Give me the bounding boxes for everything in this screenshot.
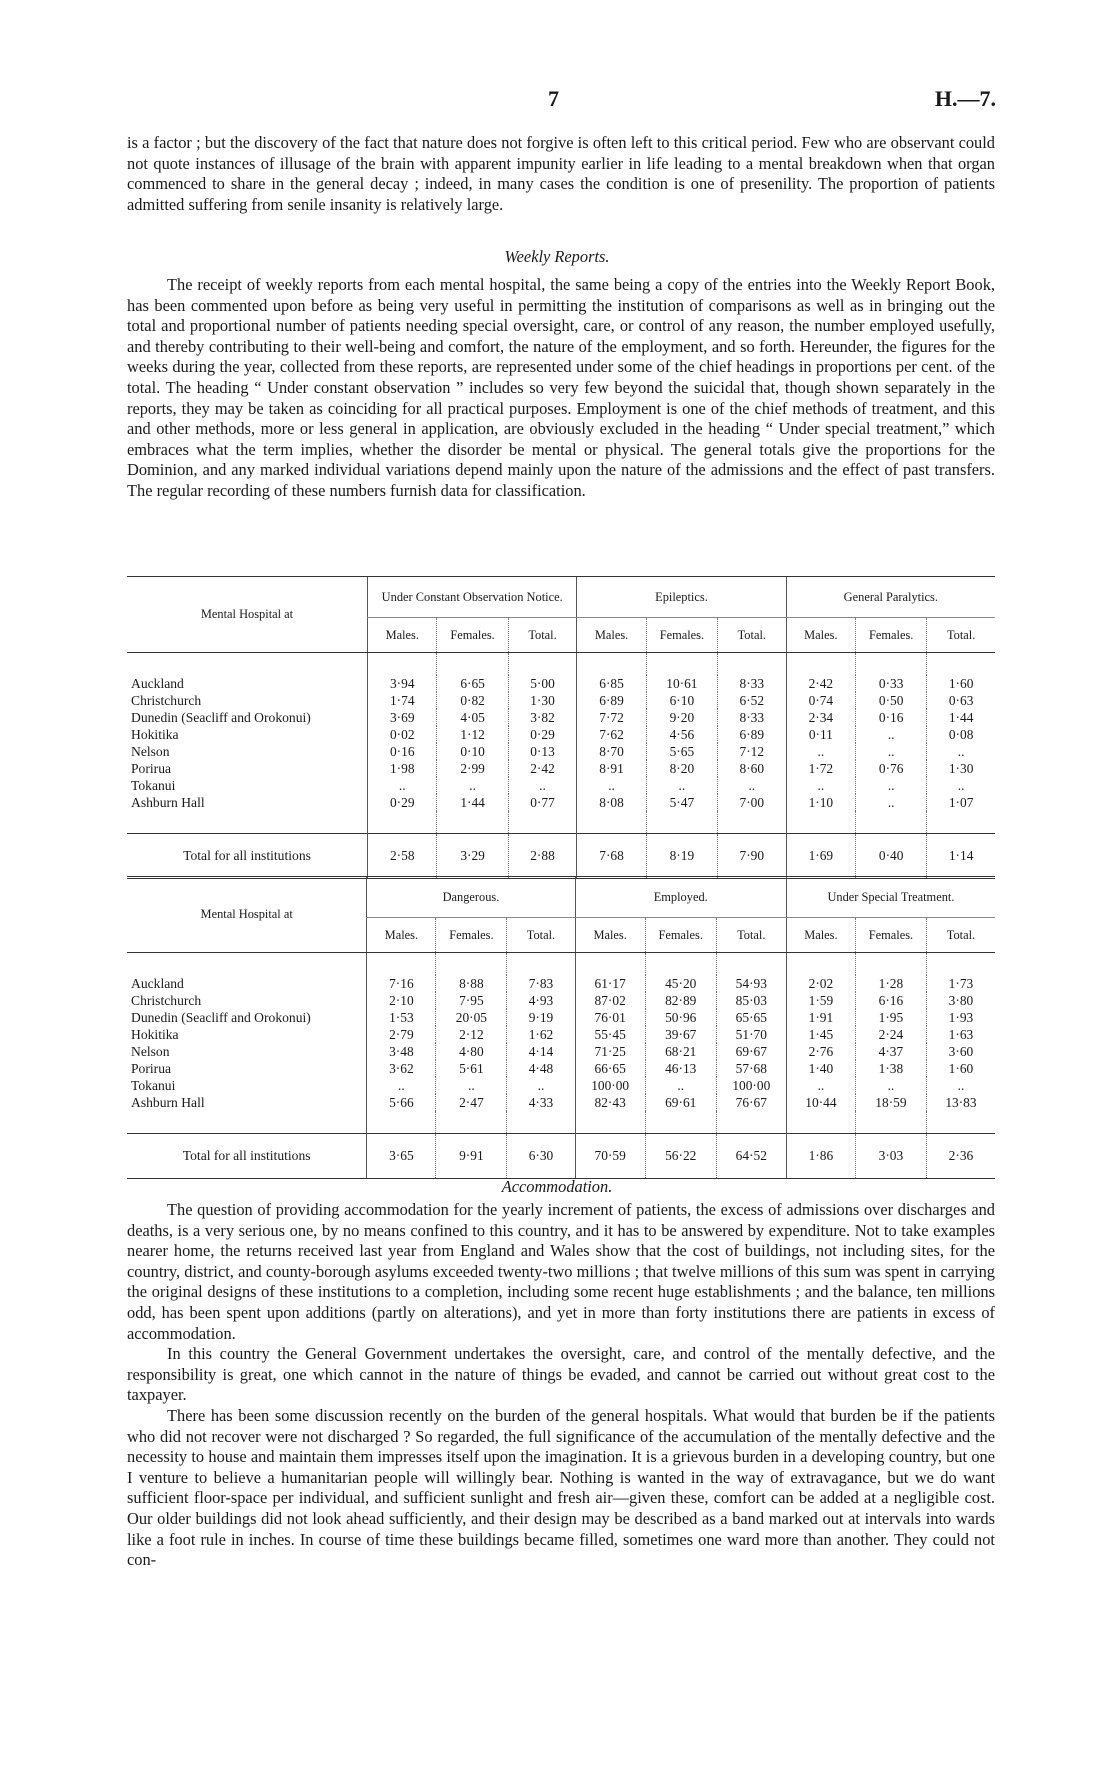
- column-header: Total.: [717, 618, 786, 653]
- total-label: [127, 1134, 367, 1179]
- table-observation-epileptics-paralytics: [127, 576, 995, 879]
- table-cell: 3·03: [855, 1134, 926, 1179]
- table-cell: 85·03: [716, 992, 786, 1009]
- table-cell: 82·43: [575, 1094, 645, 1111]
- row-label: Total for all institutions: [182, 1148, 311, 1163]
- table-cell: 76·01: [575, 1009, 645, 1026]
- table-cell: 1·28: [855, 975, 926, 992]
- table-cell: 4·37: [855, 1043, 926, 1060]
- table-cell: 1·38: [855, 1060, 926, 1077]
- table-cell: 0·76: [856, 760, 927, 777]
- table-row: [127, 726, 995, 743]
- table-cell: 13·83: [926, 1094, 995, 1111]
- column-header: Total.: [508, 618, 577, 653]
- table2-group-header: Employed.: [575, 877, 786, 918]
- table-cell: 10·61: [646, 675, 717, 692]
- table-row: [127, 743, 995, 760]
- hospital-name: [127, 675, 368, 692]
- table-cell: 3·65: [367, 1134, 436, 1179]
- table-cell: 65·65: [716, 1009, 786, 1026]
- table-cell: 8·91: [577, 760, 646, 777]
- table-cell: 7·83: [507, 975, 575, 992]
- table-cell: ..: [507, 1077, 575, 1094]
- table-cell: 1·86: [786, 1134, 855, 1179]
- hospital-name: [127, 743, 368, 760]
- table-cell: 2·79: [367, 1026, 436, 1043]
- table-cell: 8·60: [717, 760, 786, 777]
- table-cell: 3·60: [926, 1043, 995, 1060]
- table-cell: 8·20: [646, 760, 717, 777]
- table-cell: 82·89: [645, 992, 716, 1009]
- table-cell: 1·30: [508, 692, 577, 709]
- table-cell: 7·00: [717, 794, 786, 811]
- row-label: Total for all institutions: [183, 848, 311, 863]
- table-cell: 8·33: [717, 675, 786, 692]
- table-cell: 0·16: [856, 709, 927, 726]
- table-cell: 100·00: [716, 1077, 786, 1094]
- table-cell: 71·25: [575, 1043, 645, 1060]
- table-cell: 3·82: [508, 709, 577, 726]
- column-header: Total.: [507, 918, 575, 953]
- row-label: Dunedin (Seacliff and Orokonui): [131, 709, 311, 725]
- table-cell: 6·16: [855, 992, 926, 1009]
- hospital-name: [127, 1060, 367, 1077]
- table-cell: 2·76: [786, 1043, 855, 1060]
- row-label: Auckland: [131, 975, 184, 991]
- table-cell: 2·02: [786, 975, 855, 992]
- table-cell: 1·59: [786, 992, 855, 1009]
- table-cell: 4·33: [507, 1094, 575, 1111]
- table-cell: 2·47: [436, 1094, 507, 1111]
- column-header: Females.: [436, 918, 507, 953]
- table-cell: 1·44: [437, 794, 508, 811]
- table-row: [127, 794, 995, 811]
- table-cell: 8·88: [436, 975, 507, 992]
- table-cell: 76·67: [716, 1094, 786, 1111]
- row-label: Porirua: [131, 760, 172, 776]
- accommodation-paragraph: In this country the General Government undertakes the oversight, care, and control of the mentally defective, and the responsibility is great, one which cannot in the nature of things be evaded, and cannot be carried out without great cost to the taxpayer.: [127, 1344, 995, 1405]
- row-label: Christchurch: [131, 992, 202, 1008]
- table-cell: 6·85: [577, 675, 646, 692]
- table-cell: 69·67: [716, 1043, 786, 1060]
- table-cell: 2·36: [926, 1134, 995, 1179]
- table-cell: 6·52: [717, 692, 786, 709]
- table-cell: 18·59: [855, 1094, 926, 1111]
- table-cell: 3·29: [437, 834, 508, 879]
- table-cell: 57·68: [716, 1060, 786, 1077]
- table-cell: 2·42: [786, 675, 855, 692]
- hospital-name: [127, 1077, 367, 1094]
- table-cell: 2·34: [786, 709, 855, 726]
- table-cell: ..: [926, 1077, 995, 1094]
- table-cell: 3·94: [368, 675, 437, 692]
- accommodation-heading: Accommodation.: [501, 1177, 613, 1196]
- table-cell: 7·95: [436, 992, 507, 1009]
- hospital-name: [127, 777, 368, 794]
- document-reference: H.—7.: [934, 86, 996, 111]
- table-cell: 70·59: [575, 1134, 645, 1179]
- row-label: Hokitika: [131, 1026, 179, 1042]
- column-header: Males.: [786, 918, 855, 953]
- table-row: [127, 992, 995, 1009]
- column-header: Males.: [575, 918, 645, 953]
- table1-group-header: Epileptics.: [577, 577, 786, 618]
- table-cell: ..: [577, 777, 646, 794]
- column-header: Males.: [786, 618, 855, 653]
- table-cell: 4·05: [437, 709, 508, 726]
- table-cell: 1·93: [926, 1009, 995, 1026]
- table-cell: ..: [856, 726, 927, 743]
- table-cell: 9·19: [507, 1009, 575, 1026]
- row-label: Porirua: [131, 1060, 172, 1076]
- table-total-row: [127, 1134, 995, 1179]
- table-cell: ..: [786, 1077, 855, 1094]
- table-cell: 100·00: [575, 1077, 645, 1094]
- row-label: Tokanui: [131, 777, 176, 793]
- hospital-name: [127, 794, 368, 811]
- table-cell: 0·33: [856, 675, 927, 692]
- table-cell: ..: [645, 1077, 716, 1094]
- table-row: [127, 675, 995, 692]
- table-cell: 39·67: [645, 1026, 716, 1043]
- table-cell: 1·40: [786, 1060, 855, 1077]
- row-label: Hokitika: [131, 726, 179, 742]
- table-cell: 8·33: [717, 709, 786, 726]
- weekly-reports-text: [127, 275, 995, 502]
- table-cell: 0·29: [368, 794, 437, 811]
- row-label: Auckland: [131, 675, 184, 691]
- table-row: [127, 975, 995, 992]
- page-number: 7: [548, 86, 559, 111]
- row-label: Ashburn Hall: [131, 794, 205, 810]
- table-cell: 3·80: [926, 992, 995, 1009]
- table-cell: 5·65: [646, 743, 717, 760]
- table-cell: 0·29: [508, 726, 577, 743]
- table-cell: 3·48: [367, 1043, 436, 1060]
- table-cell: 1·30: [927, 760, 995, 777]
- row-label: Nelson: [131, 1043, 170, 1059]
- table-row: [127, 1026, 995, 1043]
- row-label: Dunedin (Seacliff and Orokonui): [131, 1009, 311, 1025]
- table-cell: ..: [436, 1077, 507, 1094]
- table-cell: 1·60: [926, 1060, 995, 1077]
- table-cell: 1·14: [927, 834, 995, 879]
- hospital-name: [127, 992, 367, 1009]
- table-cell: 54·93: [716, 975, 786, 992]
- table-cell: 1·44: [927, 709, 995, 726]
- table-cell: 0·40: [856, 834, 927, 879]
- table-cell: 51·70: [716, 1026, 786, 1043]
- table-cell: 5·00: [508, 675, 577, 692]
- table-cell: ..: [786, 743, 855, 760]
- table-cell: 1·07: [927, 794, 995, 811]
- table-cell: ..: [437, 777, 508, 794]
- table-cell: ..: [856, 777, 927, 794]
- table-cell: 68·21: [645, 1043, 716, 1060]
- table-dangerous-employed-special-treatment: [127, 876, 995, 1179]
- table-row: [127, 692, 995, 709]
- table-cell: 7·62: [577, 726, 646, 743]
- table-cell: 6·10: [646, 692, 717, 709]
- table-cell: 1·91: [786, 1009, 855, 1026]
- column-header: Females.: [646, 618, 717, 653]
- table-cell: 6·65: [437, 675, 508, 692]
- table-cell: 7·16: [367, 975, 436, 992]
- table-cell: ..: [927, 743, 995, 760]
- table-cell: 1·72: [786, 760, 855, 777]
- table-cell: 0·82: [437, 692, 508, 709]
- table-cell: 5·66: [367, 1094, 436, 1111]
- table-cell: 6·89: [577, 692, 646, 709]
- table-cell: 4·14: [507, 1043, 575, 1060]
- intro-paragraph: is a factor ; but the discovery of the fact that nature does not forgive is often left to this critical period. Few who are observant could not quote instances of illusage of the brain with apparent impunity earlier in life leading to a mental breakdown when that organ commenced to share in the general decay ; indeed, in many cases the condition is one of presenility. The proportion of patients admitted suffering from senile insanity is relatively large.: [127, 133, 995, 214]
- table-cell: 5·61: [436, 1060, 507, 1077]
- table-cell: 1·95: [855, 1009, 926, 1026]
- table-cell: ..: [856, 794, 927, 811]
- column-header: Males.: [367, 918, 436, 953]
- table-cell: 56·22: [645, 1134, 716, 1179]
- table-cell: 4·56: [646, 726, 717, 743]
- table-cell: 1·12: [437, 726, 508, 743]
- table-cell: 3·69: [368, 709, 437, 726]
- table-cell: 7·90: [717, 834, 786, 879]
- table-cell: 61·17: [575, 975, 645, 992]
- table-cell: 87·02: [575, 992, 645, 1009]
- row-label: Christchurch: [131, 692, 202, 708]
- table2-group-header: Under Special Treatment.: [786, 877, 995, 918]
- table-cell: 1·45: [786, 1026, 855, 1043]
- total-label: [127, 834, 368, 879]
- weekly-reports-heading: Weekly Reports.: [504, 247, 610, 266]
- table-cell: 2·12: [436, 1026, 507, 1043]
- table-cell: 3·62: [367, 1060, 436, 1077]
- table-cell: 4·48: [507, 1060, 575, 1077]
- column-header: Males.: [368, 618, 437, 653]
- table-cell: 20·05: [436, 1009, 507, 1026]
- table1-group-header: Under Constant Observation Notice.: [368, 577, 577, 618]
- table-cell: 0·08: [927, 726, 995, 743]
- hospital-name: [127, 692, 368, 709]
- hospital-name: [127, 1043, 367, 1060]
- hospital-name: [127, 760, 368, 777]
- accommodation-text: [127, 1200, 995, 1571]
- table-cell: 10·44: [786, 1094, 855, 1111]
- row-label: Tokanui: [131, 1077, 176, 1093]
- column-header: Males.: [577, 618, 646, 653]
- table-cell: 1·63: [926, 1026, 995, 1043]
- accommodation-paragraph: The question of providing accommodation for the yearly increment of patients, the excess of admissions over discharges and deaths, is a very serious one, by no means confined to this country, and it has to be answered by expenditure. Not to take examples nearer home, the returns received last year from England and Wales show that the cost of buildings, not including sites, for the country, district, and county-borough asylums exceeded twenty-two millions ; that twelve millions of this sum was spent in carrying the original designs of these institutions to a completion, including some recent huge establishments ; and the balance, ten millions odd, has been spent upon additions (partly on alterations), and yet in more than forty institutions there are patients in excess of accommodation.: [127, 1200, 995, 1343]
- column-header: Females.: [855, 918, 926, 953]
- table-cell: 6·30: [507, 1134, 575, 1179]
- table-row: [127, 1043, 995, 1060]
- table-cell: 0·13: [508, 743, 577, 760]
- table-cell: 0·63: [927, 692, 995, 709]
- table1-group-header: General Paralytics.: [786, 577, 995, 618]
- table-cell: 46·13: [645, 1060, 716, 1077]
- table-cell: 1·10: [786, 794, 855, 811]
- table-cell: ..: [927, 777, 995, 794]
- table-cell: 45·20: [645, 975, 716, 992]
- table-cell: 64·52: [716, 1134, 786, 1179]
- table-cell: 1·73: [926, 975, 995, 992]
- table-cell: ..: [717, 777, 786, 794]
- table-cell: 2·10: [367, 992, 436, 1009]
- column-header: Females.: [645, 918, 716, 953]
- table2-group-header: Dangerous.: [367, 877, 575, 918]
- table-cell: 9·91: [436, 1134, 507, 1179]
- column-header: Total.: [926, 918, 995, 953]
- table-cell: ..: [856, 743, 927, 760]
- weekly-reports-paragraph: The receipt of weekly reports from each mental hospital, the same being a copy of the entries into the Weekly Report Book, has been commented upon before as being very useful in permitting the institution of comparisons as well as in bringing out the total and proportional number of patients needing special oversight, care, or control of any reason, the number employed usefully, and thereby contributing to their well-being and comfort, the nature of the employment, and so forth. Hereunder, the figures for the weeks during the year, collected from these reports, are represented under some of the chief headings in proportions per cent. of the total. The heading “ Under constant observation ” includes so very few beyond the suicidal that, though shown separately in the reports, they may be taken as coinciding for all practical purposes. Employment is one of the chief methods of treatment, and this and other methods, more or less general in application, are obviously excluded in the heading “ Under special treatment,” which embraces what the term implies, whether the disorder be mental or physical. The general totals give the proportions for the Dominion, and any marked individual variations depend mainly upon the nature of the admissions and the effect of past transfers. The regular recording of these numbers furnish data for classification.: [127, 275, 995, 500]
- table-cell: 1·53: [367, 1009, 436, 1026]
- table-cell: 2·99: [437, 760, 508, 777]
- table-cell: 7·68: [577, 834, 646, 879]
- intro-text: [127, 133, 995, 215]
- table-cell: 8·19: [646, 834, 717, 879]
- table-cell: 9·20: [646, 709, 717, 726]
- table-cell: 6·89: [717, 726, 786, 743]
- table-cell: 0·10: [437, 743, 508, 760]
- hospital-name: [127, 709, 368, 726]
- table-cell: 4·80: [436, 1043, 507, 1060]
- table-cell: 50·96: [645, 1009, 716, 1026]
- table-cell: 5·47: [646, 794, 717, 811]
- table-row: [127, 777, 995, 794]
- table-total-row: [127, 834, 995, 879]
- table-cell: 0·16: [368, 743, 437, 760]
- row-label: Ashburn Hall: [131, 1094, 205, 1110]
- table-cell: 2·24: [855, 1026, 926, 1043]
- table1-hospital-header: Mental Hospital at: [127, 577, 368, 653]
- hospital-name: [127, 726, 368, 743]
- table-cell: 1·98: [368, 760, 437, 777]
- table-cell: 0·02: [368, 726, 437, 743]
- hospital-name: [127, 1094, 367, 1111]
- table-cell: 8·70: [577, 743, 646, 760]
- table-cell: 0·74: [786, 692, 855, 709]
- table-cell: 1·69: [786, 834, 855, 879]
- table2-hospital-header: Mental Hospital at: [127, 877, 367, 953]
- row-label: Nelson: [131, 743, 170, 759]
- column-header: Total.: [716, 918, 786, 953]
- table-cell: 8·08: [577, 794, 646, 811]
- accommodation-paragraph: There has been some discussion recently on the burden of the general hospitals. What would that burden be if the patients who did not recover were not discharged ? So regarded, the full significance of the accumulation of the mentally defective and the necessity to house and maintain them impresses itself upon the imagination. It is a grievous burden in a developing country, but one I venture to believe a humanitarian people will willingly bear. Nothing is wanted in the way of extravagance, but we do want sufficient floor-space per individual, and sufficient sunlight and fresh air—given these, comfort can be added at a negligible cost. Our older buildings did not look ahead sufficiently, and their design may be described as a band marked out at intervals into wards like a foot rule in inches. In course of time these buildings became filled, sometimes one ward more than another. They could not con-: [127, 1405, 995, 1570]
- table-cell: 4·93: [507, 992, 575, 1009]
- table-cell: 1·62: [507, 1026, 575, 1043]
- table-cell: 69·61: [645, 1094, 716, 1111]
- table-cell: 1·60: [927, 675, 995, 692]
- table-cell: 2·58: [368, 834, 437, 879]
- table-cell: ..: [368, 777, 437, 794]
- table-row: [127, 1060, 995, 1077]
- table-cell: 55·45: [575, 1026, 645, 1043]
- table-row: [127, 1009, 995, 1026]
- table-cell: 66·65: [575, 1060, 645, 1077]
- table-cell: 0·11: [786, 726, 855, 743]
- column-header: Females.: [856, 618, 927, 653]
- column-header: Total.: [927, 618, 995, 653]
- table-row: [127, 709, 995, 726]
- table-cell: 0·50: [856, 692, 927, 709]
- hospital-name: [127, 1026, 367, 1043]
- table-cell: 7·12: [717, 743, 786, 760]
- hospital-name: [127, 975, 367, 992]
- table-cell: ..: [508, 777, 577, 794]
- table-cell: ..: [786, 777, 855, 794]
- table-cell: 2·88: [508, 834, 577, 879]
- table-cell: 7·72: [577, 709, 646, 726]
- column-header: Females.: [437, 618, 508, 653]
- hospital-name: [127, 1009, 367, 1026]
- table-cell: ..: [367, 1077, 436, 1094]
- table-cell: 0·77: [508, 794, 577, 811]
- table-cell: 2·42: [508, 760, 577, 777]
- table-cell: ..: [855, 1077, 926, 1094]
- table-row: [127, 1077, 995, 1094]
- table-row: [127, 1094, 995, 1111]
- table-cell: ..: [646, 777, 717, 794]
- table-cell: 1·74: [368, 692, 437, 709]
- table-row: [127, 760, 995, 777]
